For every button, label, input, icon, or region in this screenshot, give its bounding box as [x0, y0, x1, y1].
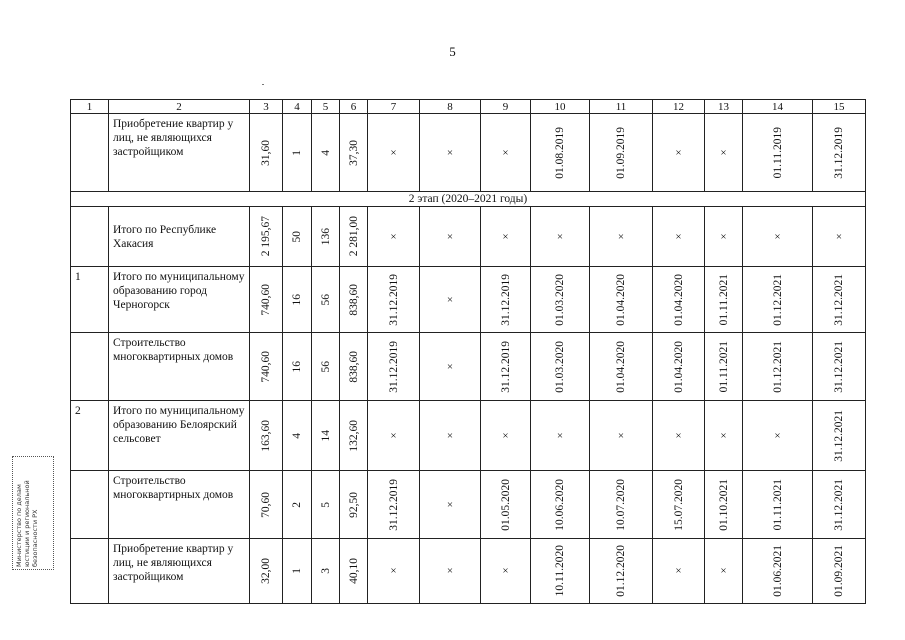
cell-col-10: [531, 401, 590, 471]
cell-col-7: [368, 471, 420, 539]
cell-col-8: [420, 207, 481, 267]
vertical-value: 92,50: [347, 491, 360, 518]
cell-col-7: [368, 114, 420, 192]
vertical-value-wrap: [312, 228, 339, 245]
not-applicable-mark: ×: [390, 565, 397, 577]
header-cell: 11: [590, 100, 653, 114]
vertical-value-wrap: [340, 420, 367, 452]
cell-col-5: [312, 333, 340, 401]
not-applicable-mark: ×: [720, 429, 727, 442]
cell-col-10: [531, 207, 590, 267]
vertical-value: 01.10.2021: [717, 478, 730, 531]
vertical-value-wrap: [705, 274, 742, 325]
stage-row: [71, 192, 866, 207]
cell-col-3: [250, 267, 283, 333]
cell-col-10: [531, 539, 590, 604]
vertical-value-wrap: [813, 479, 865, 531]
vertical-value-wrap: [743, 127, 812, 178]
header-cell: 5: [312, 100, 340, 114]
vertical-value-wrap: [705, 341, 742, 392]
cell-col-4: [283, 539, 312, 604]
vertical-value: 01.05.2020: [499, 478, 512, 531]
header-cell: 1: [71, 100, 109, 114]
schedule-table: [70, 99, 866, 604]
vertical-value: 740,60: [260, 350, 272, 383]
vertical-value-wrap: [590, 479, 652, 531]
vertical-value: 838,60: [347, 283, 360, 316]
vertical-value: 31.12.2021: [833, 478, 845, 531]
vertical-value: 01.12.2021: [771, 340, 784, 393]
vertical-value: 70,60: [260, 491, 272, 518]
header-cell: 6: [340, 100, 368, 114]
vertical-value-wrap: [590, 341, 652, 393]
cell-col-12: [653, 114, 705, 192]
vertical-value-wrap: [813, 341, 865, 393]
vertical-value-wrap: [312, 361, 339, 373]
vertical-value: 31,60: [260, 139, 272, 166]
vertical-value: 10.07.2020: [615, 478, 627, 531]
vertical-value-wrap: [590, 274, 652, 326]
vertical-value: 56: [319, 360, 332, 373]
cell-col-8: [420, 401, 481, 471]
vertical-value: 3: [319, 568, 332, 574]
cell-col-14: [743, 114, 813, 192]
not-applicable-mark: ×: [446, 230, 454, 243]
cell-col-12: [653, 333, 705, 401]
vertical-value-wrap: [283, 568, 311, 574]
stamp-line: Министерство по делам: [15, 484, 23, 567]
not-applicable-mark: ×: [390, 146, 397, 159]
not-applicable-mark: ×: [774, 230, 781, 243]
table-row: [71, 401, 866, 471]
cell-col-5: [312, 471, 340, 539]
vertical-value-wrap: [250, 351, 282, 383]
vertical-value-wrap: [283, 502, 311, 508]
vertical-value-wrap: [283, 433, 311, 439]
vertical-value-wrap: [531, 479, 589, 531]
not-applicable-mark: ×: [446, 146, 454, 159]
vertical-value-wrap: [481, 341, 530, 393]
cell-col-3: [250, 333, 283, 401]
vertical-value-wrap: [312, 150, 339, 156]
cell-col-15: [813, 333, 866, 401]
cell-col-5: [312, 401, 340, 471]
cell-col-13: [705, 471, 743, 539]
not-applicable-mark: ×: [675, 429, 682, 442]
vertical-value: 5: [319, 501, 332, 508]
vertical-value: 31.12.2021: [833, 273, 845, 326]
vertical-value: 31.12.2019: [387, 340, 400, 393]
vertical-value-wrap: [743, 341, 812, 393]
cell-col-14: [743, 207, 813, 267]
header-cell: 14: [743, 100, 813, 114]
table-row: [71, 471, 866, 539]
vertical-value-wrap: [312, 502, 339, 508]
vertical-value-wrap: [813, 127, 865, 179]
not-applicable-mark: ×: [446, 565, 454, 577]
vertical-value-wrap: [340, 492, 367, 518]
vertical-value-wrap: [340, 284, 367, 316]
cell-col-5: [312, 207, 340, 267]
cell-col-10: [531, 471, 590, 539]
vertical-value-wrap: [705, 479, 742, 531]
cell-col-7: [368, 539, 420, 604]
cell-col-9: [481, 401, 531, 471]
vertical-value: 01.04.2020: [672, 273, 685, 326]
cell-col-7: [368, 207, 420, 267]
row-number: 2: [71, 401, 109, 471]
vertical-value-wrap: [531, 341, 589, 393]
vertical-value: 37,30: [347, 139, 360, 166]
stamp-line: юстиции и региональной: [23, 480, 31, 567]
cell-col-3: [250, 207, 283, 267]
cell-col-13: [705, 333, 743, 401]
cell-col-6: [340, 401, 368, 471]
cell-col-15: [813, 539, 866, 604]
vertical-value-wrap: [531, 274, 589, 326]
cell-col-8: [420, 333, 481, 401]
not-applicable-mark: ×: [774, 429, 781, 442]
vertical-value: 01.04.2020: [615, 273, 627, 326]
cell-col-4: [283, 207, 312, 267]
not-applicable-mark: ×: [502, 146, 509, 159]
cell-col-9: [481, 333, 531, 401]
row-description: Приобретение квартир у лиц, не являющихся застройщиком: [109, 114, 250, 192]
vertical-value-wrap: [250, 558, 282, 584]
vertical-value: 31.12.2019: [499, 340, 512, 393]
not-applicable-mark: ×: [617, 230, 625, 243]
cell-col-13: [705, 114, 743, 192]
cell-col-7: [368, 267, 420, 333]
header-cell: 15: [813, 100, 866, 114]
vertical-value-wrap: [312, 430, 339, 442]
vertical-value: 01.04.2020: [615, 340, 627, 393]
vertical-value: 15.07.2020: [672, 478, 685, 531]
vertical-value: 56: [319, 293, 332, 306]
vertical-value: 2: [291, 501, 303, 508]
not-applicable-mark: ×: [502, 565, 509, 577]
not-applicable-mark: ×: [617, 429, 625, 442]
table-row: [71, 267, 866, 333]
cell-col-4: [283, 401, 312, 471]
not-applicable-mark: ×: [675, 146, 682, 159]
cell-col-8: [420, 114, 481, 192]
cell-col-6: [340, 471, 368, 539]
vertical-value-wrap: [368, 274, 419, 326]
not-applicable-mark: ×: [835, 230, 843, 243]
table-row: [71, 333, 866, 401]
vertical-value: 31.12.2019: [387, 478, 400, 531]
not-applicable-mark: ×: [720, 146, 727, 159]
vertical-value-wrap: [481, 274, 530, 326]
vertical-value-wrap: [250, 492, 282, 518]
not-applicable-mark: ×: [502, 230, 509, 243]
vertical-value: 01.11.2019: [771, 126, 784, 179]
cell-col-8: [420, 539, 481, 604]
vertical-value: 01.03.2020: [554, 340, 566, 393]
vertical-value: 31.12.2021: [833, 340, 845, 393]
cell-col-4: [283, 114, 312, 192]
not-applicable-mark: ×: [502, 429, 509, 442]
row-number: [71, 539, 109, 604]
vertical-value: 10.06.2020: [554, 478, 566, 531]
cell-col-14: [743, 401, 813, 471]
vertical-value-wrap: [590, 545, 652, 597]
vertical-value: 01.06.2021: [771, 545, 784, 597]
cell-col-13: [705, 267, 743, 333]
header-cell: 3: [250, 100, 283, 114]
vertical-value: 40,10: [347, 558, 360, 584]
row-number: 1: [71, 267, 109, 333]
stage-label: 2 этап (2020–2021 годы): [71, 192, 866, 207]
header-cell: 12: [653, 100, 705, 114]
not-applicable-mark: ×: [556, 429, 564, 442]
cell-col-12: [653, 401, 705, 471]
vertical-value-wrap: [653, 479, 704, 531]
vertical-value-wrap: [743, 479, 812, 530]
cell-col-15: [813, 471, 866, 539]
cell-col-6: [340, 333, 368, 401]
vertical-value-wrap: [312, 294, 339, 306]
row-description: Итого по муниципальному образованию город Черногорск: [109, 267, 250, 333]
vertical-value-wrap: [283, 361, 311, 373]
vertical-value-wrap: [340, 140, 367, 166]
cell-col-11: [590, 114, 653, 192]
cell-col-9: [481, 114, 531, 192]
cell-col-9: [481, 539, 531, 604]
cell-col-5: [312, 114, 340, 192]
cell-col-4: [283, 471, 312, 539]
row-number: [71, 114, 109, 192]
vertical-value: 32,00: [260, 558, 272, 584]
not-applicable-mark: ×: [720, 565, 727, 577]
header-cell: 7: [368, 100, 420, 114]
vertical-value-wrap: [743, 274, 812, 326]
vertical-value: 14: [319, 429, 332, 442]
vertical-value: 1: [291, 568, 303, 574]
cell-col-11: [590, 267, 653, 333]
cell-col-15: [813, 207, 866, 267]
header-row: [71, 100, 866, 114]
cell-col-7: [368, 333, 420, 401]
cell-col-13: [705, 207, 743, 267]
vertical-value: 1: [291, 149, 303, 156]
cell-col-12: [653, 539, 705, 604]
not-applicable-mark: ×: [390, 230, 397, 243]
vertical-value: 31.12.2021: [833, 409, 845, 462]
vertical-value: 50: [291, 230, 303, 243]
vertical-value: 10.11.2020: [554, 545, 566, 597]
vertical-value: 2 195,67: [260, 216, 272, 257]
cell-col-11: [590, 471, 653, 539]
vertical-value: 2 281,00: [347, 216, 360, 257]
vertical-value-wrap: [653, 341, 704, 393]
row-number: [71, 333, 109, 401]
vertical-value-wrap: [340, 216, 367, 256]
cell-col-3: [250, 401, 283, 471]
header-cell: 10: [531, 100, 590, 114]
cell-col-10: [531, 267, 590, 333]
table-row: [71, 114, 866, 192]
row-description: Строительство многоквартирных домов: [109, 333, 250, 401]
vertical-value-wrap: [283, 231, 311, 243]
not-applicable-mark: ×: [446, 498, 454, 511]
header-cell: 2: [109, 100, 250, 114]
vertical-value: 31.12.2019: [833, 126, 845, 179]
vertical-value: 740,60: [260, 283, 272, 316]
not-applicable-mark: ×: [390, 429, 397, 442]
row-description: Итого по Республике Хакасия: [109, 207, 250, 267]
cell-col-14: [743, 539, 813, 604]
vertical-value-wrap: [340, 351, 367, 383]
cell-col-14: [743, 333, 813, 401]
not-applicable-mark: ×: [556, 230, 564, 243]
vertical-value: 4: [291, 432, 303, 439]
cell-col-15: [813, 114, 866, 192]
vertical-value-wrap: [283, 150, 311, 156]
vertical-value: 16: [291, 360, 303, 373]
table-row: [71, 539, 866, 604]
not-applicable-mark: ×: [675, 230, 682, 243]
cell-col-12: [653, 471, 705, 539]
cell-col-10: [531, 333, 590, 401]
cell-col-12: [653, 267, 705, 333]
vertical-value-wrap: [250, 216, 282, 256]
stamp-line: безопасности РХ: [31, 509, 39, 567]
vertical-value-wrap: [813, 545, 865, 597]
cell-col-8: [420, 471, 481, 539]
cell-col-11: [590, 333, 653, 401]
header-cell: 9: [481, 100, 531, 114]
vertical-value: 838,60: [347, 350, 360, 383]
cell-col-6: [340, 539, 368, 604]
vertical-value-wrap: [312, 568, 339, 574]
row-description: Строительство многоквартирных домов: [109, 471, 250, 539]
cell-col-12: [653, 207, 705, 267]
vertical-value-wrap: [813, 410, 865, 462]
cell-col-15: [813, 401, 866, 471]
vertical-value: 01.11.2021: [771, 478, 784, 531]
cell-col-4: [283, 333, 312, 401]
cell-col-3: [250, 471, 283, 539]
cell-col-13: [705, 539, 743, 604]
cell-col-10: [531, 114, 590, 192]
cell-col-6: [340, 267, 368, 333]
cell-col-9: [481, 267, 531, 333]
table-row: [71, 207, 866, 267]
vertical-value: 01.11.2021: [717, 340, 730, 393]
vertical-value-wrap: [743, 545, 812, 597]
header-cell: 13: [705, 100, 743, 114]
not-applicable-mark: ×: [446, 360, 454, 373]
cell-col-14: [743, 471, 813, 539]
not-applicable-mark: ×: [446, 429, 454, 442]
vertical-value-wrap: [653, 274, 704, 326]
vertical-value-wrap: [250, 140, 282, 166]
not-applicable-mark: ×: [720, 230, 727, 243]
vertical-value-wrap: [340, 558, 367, 584]
vertical-value: 01.08.2019: [554, 126, 566, 179]
vertical-value: 16: [291, 293, 303, 306]
vertical-value: 01.11.2021: [717, 273, 730, 326]
cell-col-14: [743, 267, 813, 333]
page-number: 5: [449, 44, 456, 59]
vertical-value: 01.12.2021: [771, 273, 784, 326]
vertical-value-wrap: [531, 127, 589, 179]
cell-col-4: [283, 267, 312, 333]
vertical-value: 01.03.2020: [554, 273, 566, 326]
vertical-value: 01.04.2020: [672, 340, 685, 393]
cell-col-9: [481, 207, 531, 267]
cell-col-7: [368, 401, 420, 471]
vertical-value-wrap: [368, 341, 419, 393]
cell-col-13: [705, 401, 743, 471]
vertical-value-wrap: [590, 127, 652, 179]
scan-speck: [262, 84, 264, 85]
cell-col-3: [250, 114, 283, 192]
header-cell: 4: [283, 100, 312, 114]
vertical-value: 01.12.2020: [615, 545, 627, 597]
vertical-value: 132,60: [347, 419, 360, 452]
vertical-value: 01.09.2019: [615, 126, 627, 179]
cell-col-3: [250, 539, 283, 604]
cell-col-5: [312, 539, 340, 604]
cell-col-11: [590, 539, 653, 604]
vertical-value: 136: [319, 227, 332, 246]
not-applicable-mark: ×: [675, 565, 682, 577]
not-applicable-mark: ×: [446, 293, 454, 306]
cell-col-11: [590, 401, 653, 471]
row-description: Приобретение квартир у лиц, не являющихся застройщиком: [109, 539, 250, 604]
row-description: Итого по муниципальному образованию Белоярский сельсовет: [109, 401, 250, 471]
vertical-value: 163,60: [260, 419, 272, 452]
vertical-value-wrap: [250, 284, 282, 316]
vertical-value: 31.12.2019: [387, 273, 400, 326]
vertical-value-wrap: [531, 545, 589, 596]
cell-col-5: [312, 267, 340, 333]
vertical-value: 01.09.2021: [833, 545, 845, 597]
cell-col-6: [340, 114, 368, 192]
vertical-value-wrap: [368, 479, 419, 531]
vertical-value: 31.12.2019: [499, 273, 512, 326]
vertical-value-wrap: [481, 479, 530, 531]
cell-col-8: [420, 267, 481, 333]
cell-col-6: [340, 207, 368, 267]
registration-stamp: [12, 456, 54, 570]
row-number: [71, 207, 109, 267]
cell-col-11: [590, 207, 653, 267]
row-number: [71, 471, 109, 539]
cell-col-9: [481, 471, 531, 539]
vertical-value-wrap: [283, 294, 311, 306]
vertical-value-wrap: [813, 274, 865, 326]
vertical-value: 4: [319, 149, 332, 156]
header-cell: 8: [420, 100, 481, 114]
cell-col-15: [813, 267, 866, 333]
vertical-value-wrap: [250, 420, 282, 452]
